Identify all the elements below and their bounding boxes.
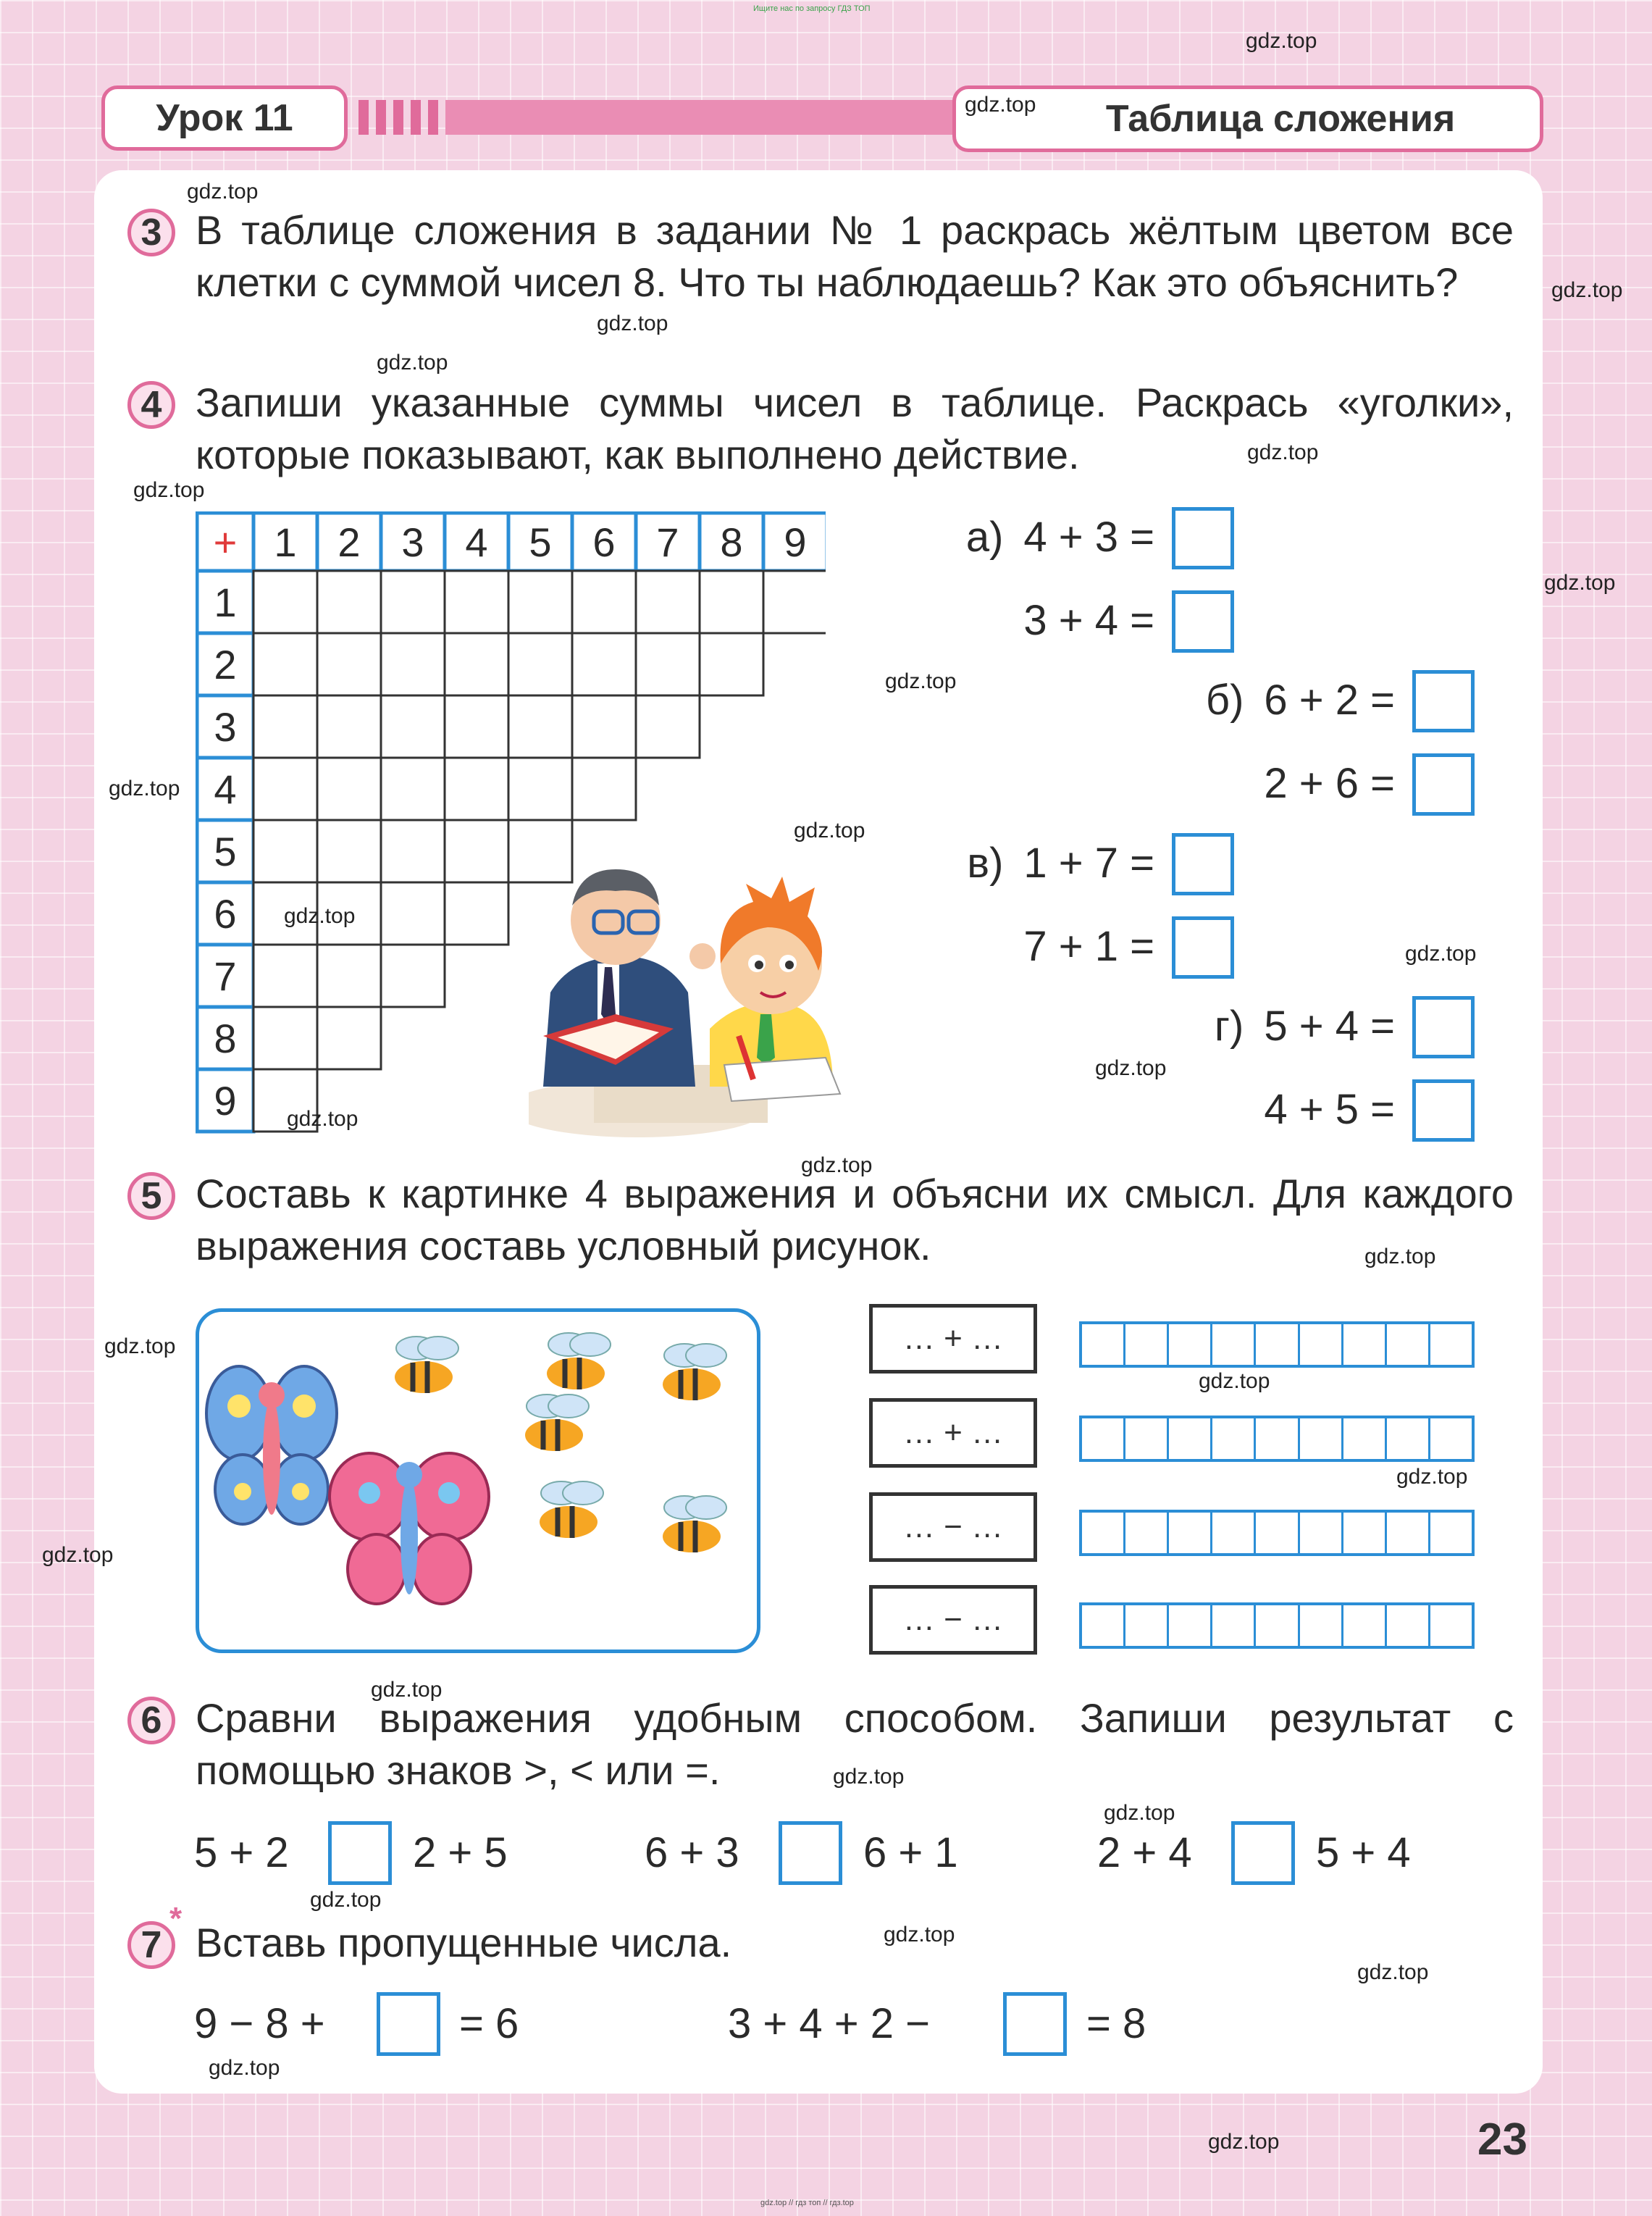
task-4-answer-box[interactable] xyxy=(1412,1079,1475,1142)
task-6-right-expression: 2 + 5 xyxy=(413,1829,508,1876)
strip-cell xyxy=(1300,1513,1343,1553)
strip-cell xyxy=(1430,1324,1472,1365)
table-cell xyxy=(445,571,508,633)
equation-letter: б) xyxy=(1205,677,1244,724)
task-6-compare-box[interactable] xyxy=(328,1821,392,1885)
task-5-drawing-strip[interactable] xyxy=(1079,1416,1475,1462)
task-4-answer-box[interactable] xyxy=(1412,753,1475,816)
task-4-equation-6 xyxy=(1023,922,1154,971)
table-header-label: 1 xyxy=(274,519,297,565)
strip-cell xyxy=(1387,1605,1430,1646)
strip-cell xyxy=(1343,1324,1387,1365)
table-header-label: 7 xyxy=(656,519,679,565)
table-header-label: 3 xyxy=(401,519,424,565)
task-6-text: Сравни выражения удобным способом. Запиши результат с помощью знаков >, < или =. xyxy=(196,1695,1514,1793)
task-7-number: 7 xyxy=(127,1921,175,1969)
strip-cell xyxy=(1256,1324,1299,1365)
task-6-right-expression: 6 + 1 xyxy=(863,1829,958,1876)
table-header-label: 2 xyxy=(337,519,361,565)
task-4-equation-7 xyxy=(1215,1002,1395,1050)
table-cell xyxy=(636,571,700,633)
table-row-label: 5 xyxy=(214,828,237,874)
gdz-watermark: gdz.top xyxy=(42,1543,114,1567)
table-header-label: 6 xyxy=(592,519,616,565)
table-cell xyxy=(445,633,508,695)
table-cell xyxy=(572,758,636,820)
strip-cell xyxy=(1387,1513,1430,1553)
strip-cell xyxy=(1300,1418,1343,1459)
equation-expression: 2 + 6 = xyxy=(1264,760,1395,807)
strip-cell xyxy=(1082,1324,1125,1365)
task-5-expression-box[interactable]: … − … xyxy=(869,1585,1037,1655)
table-header-label: 5 xyxy=(529,519,552,565)
table-cell xyxy=(445,695,508,758)
task-7-text: Вставь пропущенные числа. xyxy=(196,1920,732,1965)
strip-cell xyxy=(1169,1418,1212,1459)
strip-cell xyxy=(1343,1605,1387,1646)
task-5-drawing-strip[interactable] xyxy=(1079,1602,1475,1649)
task-4-text: Запиши указанные суммы чисел в таблице. Раскрась «уголки», которые показывают, как выполнено действие. xyxy=(196,380,1514,477)
gdz-watermark: gdz.top xyxy=(1247,440,1319,464)
table-cell xyxy=(253,571,317,633)
task-6-number: 6 xyxy=(127,1697,175,1744)
bee-icon-6 xyxy=(663,1496,726,1552)
gdz-watermark: gdz.top xyxy=(833,1765,905,1789)
table-cell xyxy=(445,882,508,945)
bee-icon-3 xyxy=(525,1395,589,1451)
table-cell xyxy=(317,695,381,758)
gdz-watermark: gdz.top xyxy=(287,1107,359,1131)
bee-icon-5 xyxy=(663,1344,726,1400)
task-5-number: 5 xyxy=(127,1172,175,1220)
strip-cell xyxy=(1169,1513,1212,1553)
strip-cell xyxy=(1256,1418,1299,1459)
task-5-expression-box[interactable]: … + … xyxy=(869,1398,1037,1468)
table-plus-sign: + xyxy=(213,519,238,565)
gdz-watermark: gdz.top xyxy=(1095,1056,1167,1080)
task-6-left-expression: 6 + 3 xyxy=(645,1829,739,1876)
table-cell xyxy=(381,758,445,820)
gdz-watermark: gdz.top xyxy=(104,1334,176,1358)
table-cell xyxy=(381,945,445,1007)
gdz-watermark: gdz.top xyxy=(1199,1369,1270,1393)
header-stripe xyxy=(359,100,960,135)
table-row-label: 2 xyxy=(214,641,237,687)
task-4-answer-box[interactable] xyxy=(1412,996,1475,1058)
task-5-expression-box[interactable]: … − … xyxy=(869,1492,1037,1562)
table-header-label: 9 xyxy=(784,519,807,565)
bottom-watermark: gdz.top // гдз топ // гдз.top xyxy=(760,2199,854,2207)
table-cell xyxy=(636,633,700,695)
butterflies-and-bees-drawing xyxy=(199,1312,757,1650)
strip-cell xyxy=(1212,1513,1256,1553)
task-4-answer-box[interactable] xyxy=(1172,590,1234,653)
table-cell xyxy=(381,571,445,633)
table-cell xyxy=(572,633,636,695)
gdz-watermark: gdz.top xyxy=(597,312,668,335)
butterfly-pink-icon xyxy=(330,1453,489,1604)
topic-title: Таблица сложения xyxy=(952,85,1543,152)
gdz-watermark: gdz.top xyxy=(133,478,205,502)
equation-expression: 6 + 2 = xyxy=(1264,677,1395,724)
table-cell xyxy=(445,758,508,820)
gdz-watermark: gdz.top xyxy=(1364,1245,1436,1268)
task-4-equation-3 xyxy=(1206,676,1395,724)
table-cell xyxy=(253,758,317,820)
table-cell xyxy=(700,571,763,633)
gdz-watermark: gdz.top xyxy=(187,180,259,204)
table-header-label: 4 xyxy=(465,519,488,565)
table-cell xyxy=(572,571,636,633)
table-cell xyxy=(381,695,445,758)
strip-cell xyxy=(1300,1605,1343,1646)
table-row-label: 3 xyxy=(214,703,237,750)
task-4-equation-2 xyxy=(1023,596,1154,645)
strip-cell xyxy=(1343,1418,1387,1459)
equation-expression: 1 + 7 = xyxy=(1023,840,1154,887)
table-row-label: 7 xyxy=(214,953,237,999)
task-5-text: Составь к картинке 4 выражения и объясни их смысл. Для каждого выражения составь условный рисунок. xyxy=(196,1171,1514,1268)
strip-cell xyxy=(1212,1324,1256,1365)
task-7-eq2-right: = 8 xyxy=(1086,2000,1146,2047)
gdz-watermark: gdz.top xyxy=(1396,1465,1468,1489)
strip-cell xyxy=(1212,1605,1256,1646)
task-7-eq1-answer-box[interactable] xyxy=(377,1992,440,2056)
page-number: 23 xyxy=(1477,2115,1527,2165)
task-6-left-expression: 2 + 4 xyxy=(1097,1829,1192,1876)
task-7-eq2-left: 3 + 4 + 2 − xyxy=(728,2000,930,2047)
equation-expression: 4 + 5 = xyxy=(1264,1086,1395,1133)
strip-cell xyxy=(1125,1605,1169,1646)
equation-letter: в) xyxy=(967,840,1004,887)
table-cell xyxy=(317,945,381,1007)
table-cell xyxy=(381,820,445,882)
table-row-label: 6 xyxy=(214,890,237,937)
strip-cell xyxy=(1169,1605,1212,1646)
top-watermark: Ищите нас по запросу ГДЗ ТОП xyxy=(753,4,871,13)
table-header-label: 8 xyxy=(720,519,743,565)
table-cell xyxy=(381,882,445,945)
table-cell xyxy=(253,633,317,695)
strip-cell xyxy=(1169,1324,1212,1365)
task-4-equation-5 xyxy=(967,839,1154,887)
table-cell xyxy=(572,695,636,758)
gdz-watermark: gdz.top xyxy=(884,1923,955,1947)
task-5-expression-box[interactable]: … + … xyxy=(869,1304,1037,1373)
task-4-answer-box[interactable] xyxy=(1172,916,1234,979)
gdz-watermark: gdz.top xyxy=(1405,942,1477,966)
table-cell xyxy=(508,695,572,758)
task-7-eq2-answer-box[interactable] xyxy=(1003,1992,1067,2056)
task-6-left-expression: 5 + 2 xyxy=(194,1829,289,1876)
strip-cell xyxy=(1256,1513,1299,1553)
table-cell xyxy=(317,820,381,882)
task-4-number: 4 xyxy=(127,381,175,429)
strip-cell xyxy=(1082,1513,1125,1553)
bee-icon-4 xyxy=(540,1481,603,1538)
strip-cell xyxy=(1082,1418,1125,1459)
teacher-and-girl-illustration xyxy=(529,848,862,1137)
task-4-answer-box[interactable] xyxy=(1412,670,1475,732)
strip-cell xyxy=(1387,1418,1430,1459)
task-7-eq1-right: = 6 xyxy=(459,2000,519,2047)
task-4-answer-box[interactable] xyxy=(1172,507,1234,569)
table-row-label: 8 xyxy=(214,1015,237,1061)
task-6-right-expression: 5 + 4 xyxy=(1316,1829,1411,1876)
table-cell xyxy=(317,633,381,695)
table-cell xyxy=(317,571,381,633)
bee-icon-2 xyxy=(547,1333,611,1389)
task-7-eq1-left: 9 − 8 + xyxy=(194,2000,325,2047)
strip-cell xyxy=(1343,1513,1387,1553)
strip-cell xyxy=(1082,1605,1125,1646)
strip-cell xyxy=(1300,1324,1343,1365)
equation-letter: г) xyxy=(1214,1003,1244,1050)
strip-cell xyxy=(1430,1418,1472,1459)
equation-expression: 5 + 4 = xyxy=(1264,1003,1395,1050)
strip-cell xyxy=(1430,1513,1472,1553)
table-cell xyxy=(636,695,700,758)
task-4-answer-box[interactable] xyxy=(1172,833,1234,895)
equation-expression: 4 + 3 = xyxy=(1023,514,1154,561)
gdz-watermark: gdz.top xyxy=(371,1678,443,1702)
table-cell xyxy=(317,1007,381,1069)
task-7-star-icon: * xyxy=(169,1901,183,1936)
equation-expression: 3 + 4 = xyxy=(1023,597,1154,644)
gdz-watermark: gdz.top xyxy=(801,1153,873,1177)
gdz-watermark: gdz.top xyxy=(1357,1960,1429,1984)
gdz-watermark: gdz.top xyxy=(209,2056,280,2080)
butterfly-blue-icon xyxy=(206,1366,337,1524)
strip-cell xyxy=(1125,1418,1169,1459)
strip-cell xyxy=(1430,1605,1472,1646)
task-4-equation-8 xyxy=(1264,1085,1395,1134)
gdz-watermark: gdz.top xyxy=(1208,2130,1280,2154)
table-cell xyxy=(253,1007,317,1069)
task-4-equation-4 xyxy=(1264,759,1395,808)
equation-expression: 7 + 1 = xyxy=(1023,923,1154,970)
task-3-text: В таблице сложения в задании № 1 раскрась жёлтым цветом все клетки с суммой чисел 8. Что ты наблюдаешь? Как это объяснить? xyxy=(196,207,1514,305)
task-6-compare-box[interactable] xyxy=(1231,1821,1295,1885)
table-cell xyxy=(508,571,572,633)
gdz-watermark: gdz.top xyxy=(1544,571,1616,595)
table-cell xyxy=(700,633,763,695)
gdz-watermark: gdz.top xyxy=(794,819,865,843)
table-row-label: 4 xyxy=(214,766,237,812)
lesson-title: Урок 11 xyxy=(101,85,348,151)
task-5-drawing-strip[interactable] xyxy=(1079,1510,1475,1556)
strip-cell xyxy=(1212,1418,1256,1459)
gdz-watermark: gdz.top xyxy=(310,1888,382,1912)
table-cell xyxy=(253,820,317,882)
strip-cell xyxy=(1387,1324,1430,1365)
task-6-compare-box[interactable] xyxy=(779,1821,842,1885)
bee-icon-1 xyxy=(395,1337,458,1393)
task-3-number: 3 xyxy=(127,209,175,256)
insects-picture xyxy=(196,1308,760,1653)
table-row-label: 9 xyxy=(214,1077,237,1124)
strip-cell xyxy=(1125,1513,1169,1553)
strip-cell xyxy=(1125,1324,1169,1365)
table-cell xyxy=(508,633,572,695)
table-row-label: 1 xyxy=(214,579,237,625)
table-cell xyxy=(445,820,508,882)
gdz-watermark: gdz.top xyxy=(284,904,356,928)
gdz-watermark: gdz.top xyxy=(109,777,180,800)
gdz-watermark: gdz.top xyxy=(1551,278,1623,302)
table-cell xyxy=(381,633,445,695)
gdz-watermark: gdz.top xyxy=(885,669,957,693)
task-5-drawing-strip[interactable] xyxy=(1079,1321,1475,1368)
equation-letter: а) xyxy=(965,514,1004,561)
table-cell xyxy=(763,571,826,633)
table-cell xyxy=(508,758,572,820)
gdz-watermark: gdz.top xyxy=(377,351,448,375)
task-4-equation-1 xyxy=(966,513,1154,561)
strip-cell xyxy=(1256,1605,1299,1646)
table-cell xyxy=(317,758,381,820)
table-cell xyxy=(253,695,317,758)
table-cell xyxy=(253,945,317,1007)
gdz-watermark: gdz.top xyxy=(1246,29,1317,53)
gdz-watermark: gdz.top xyxy=(1104,1801,1175,1825)
gdz-watermark: gdz.top xyxy=(965,93,1036,117)
